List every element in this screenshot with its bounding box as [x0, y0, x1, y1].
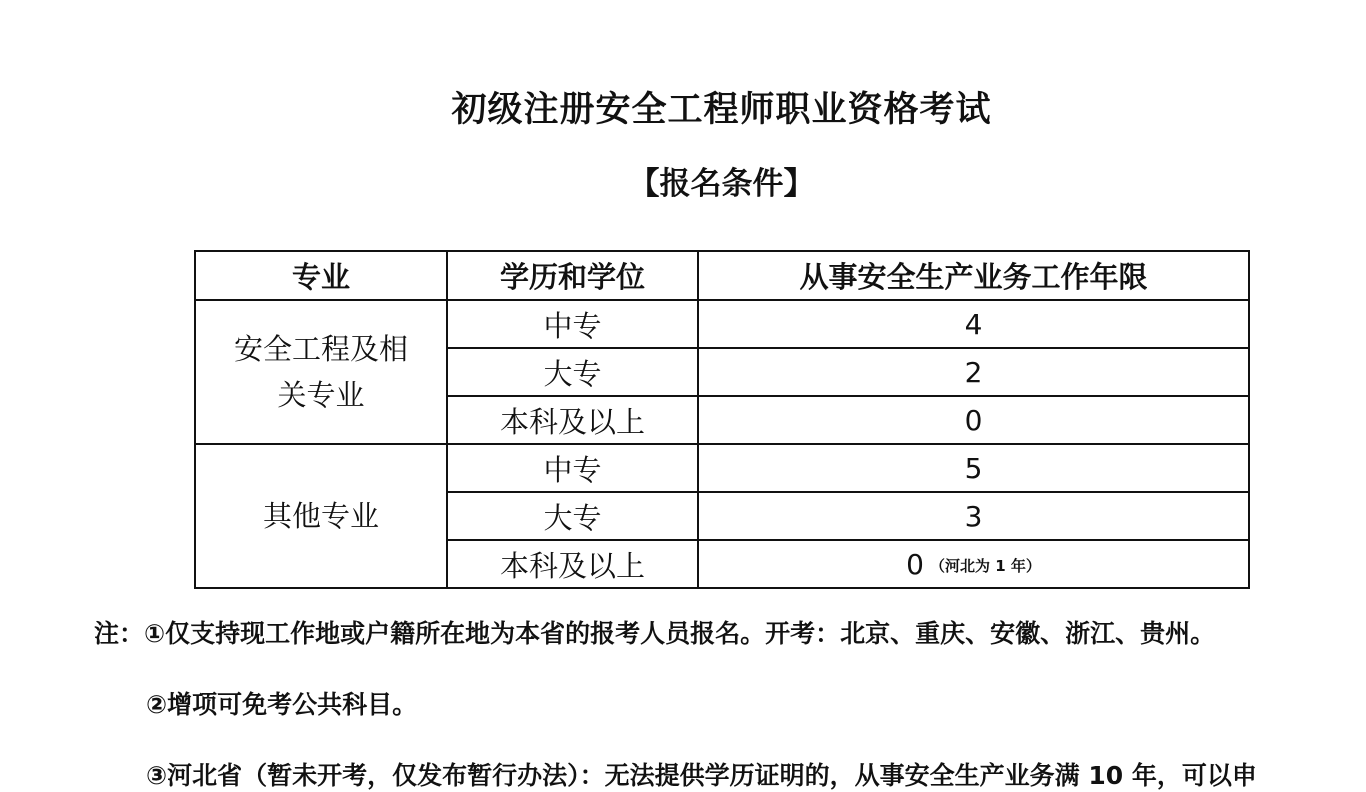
- degree-cell: 本科及以上: [447, 540, 698, 588]
- table-row: [195, 300, 1249, 348]
- major-label: 安全工程及相关专业: [233, 332, 408, 412]
- degree-cell: 大专: [447, 492, 698, 540]
- years-cell: 2: [698, 348, 1249, 396]
- table-row: [195, 444, 1249, 492]
- page-subtitle: 【报名条件】: [628, 166, 815, 202]
- degree-cell: 大专: [447, 348, 698, 396]
- header-degree: 学历和学位: [447, 251, 698, 300]
- years-cell: 0: [698, 396, 1249, 444]
- years-footnote: （河北为 1 年）: [929, 557, 1041, 575]
- header-major: 专业: [195, 251, 447, 300]
- years-cell: 4: [698, 300, 1249, 348]
- note-3: ③河北省（暂未开考，仅发布暂行办法）：无法提供学历证明的，从事安全生产业务满 10 年，可以申: [146, 761, 1257, 790]
- table-header-row: [195, 251, 1249, 300]
- major-label: 其他专业: [262, 499, 379, 533]
- years-cell: 3: [698, 492, 1249, 540]
- degree-cell: 中专: [447, 300, 698, 348]
- requirements-table: [194, 250, 1250, 589]
- page-title: 初级注册安全工程师职业资格考试: [451, 90, 992, 130]
- years-cell: 5: [698, 444, 1249, 492]
- years-value: 0: [906, 547, 924, 581]
- header-years: 从事安全生产业务工作年限: [698, 251, 1249, 300]
- degree-cell: 本科及以上: [447, 396, 698, 444]
- years-cell: [698, 540, 1249, 588]
- major-cell: [195, 300, 447, 444]
- note-1: 注：①仅支持现工作地或户籍所在地为本省的报考人员报名。开考：北京、重庆、安徽、浙江、贵州。: [94, 619, 1216, 648]
- degree-cell: 中专: [447, 444, 698, 492]
- note-2: ②增项可免考公共科目。: [146, 690, 418, 719]
- major-cell: [195, 444, 447, 588]
